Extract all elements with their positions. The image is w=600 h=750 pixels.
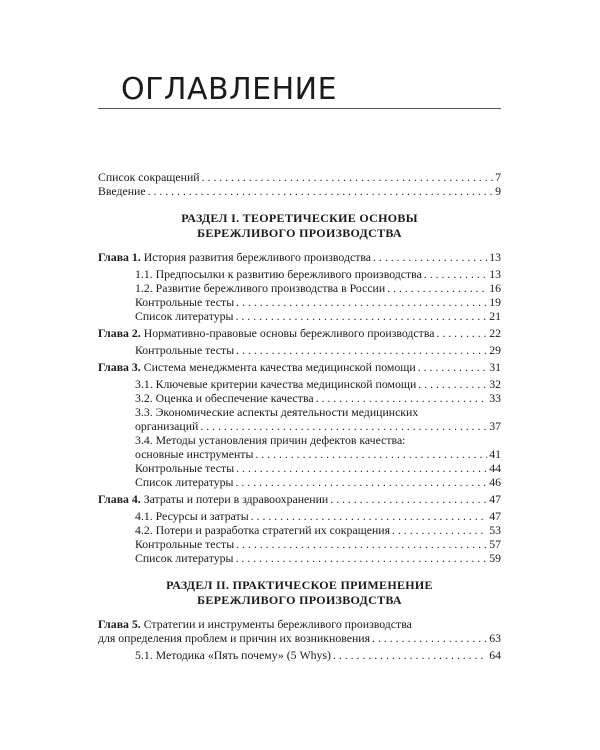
toc-entry-page: 33 — [489, 391, 501, 405]
toc-entry-page: 21 — [489, 309, 501, 323]
chapter-number: Глава 1. — [98, 250, 141, 264]
leader-dots — [236, 343, 487, 357]
section-heading-line: БЕРЕЖЛИВОГО ПРОИЗВОДСТВА — [197, 593, 402, 607]
toc-entry-label: организаций — [135, 419, 199, 433]
leader-dots — [373, 250, 487, 264]
leader-dots — [235, 551, 487, 565]
toc-entry-label: 3.2. Оценка и обеспечение качества — [135, 391, 314, 405]
leader-dots — [436, 326, 487, 340]
section-heading — [98, 211, 501, 241]
toc-chapter[interactable] — [98, 360, 501, 374]
chapter-number: Глава 3. — [98, 360, 141, 374]
toc-entry[interactable] — [98, 377, 501, 391]
toc-entry-page: 29 — [489, 343, 501, 357]
title-rule — [98, 108, 501, 109]
leader-dots — [392, 523, 487, 537]
leader-dots — [330, 492, 487, 506]
toc-entry[interactable] — [98, 184, 501, 198]
toc-entry-label: Список литературы — [135, 309, 234, 323]
leader-dots — [387, 281, 487, 295]
toc-entry[interactable] — [98, 461, 501, 475]
toc-entry-label: Список литературы — [135, 475, 234, 489]
toc-entry-page: 31 — [489, 360, 501, 374]
toc-chapter[interactable] — [98, 492, 501, 506]
section-heading — [98, 578, 501, 608]
toc-entry-page: 7 — [495, 170, 501, 184]
section-heading-line: БЕРЕЖЛИВОГО ПРОИЗВОДСТВА — [197, 226, 402, 240]
toc-entry-page: 64 — [489, 648, 501, 662]
chapter-number: Глава 4. — [98, 492, 141, 506]
chapter-title: Нормативно-правовые основы бережливого производства — [143, 326, 435, 340]
toc-entry-page: 19 — [489, 295, 501, 309]
toc-entry-page: 63 — [489, 631, 501, 645]
toc-entry-page: 47 — [489, 492, 501, 506]
leader-dots — [316, 391, 488, 405]
toc-entry-page: 16 — [489, 281, 501, 295]
toc-chapter[interactable] — [98, 250, 501, 264]
leader-dots — [418, 360, 488, 374]
toc-chapter[interactable] — [98, 326, 501, 340]
toc-entry[interactable] — [98, 523, 501, 537]
section-heading-line: РАЗДЕЛ II. ПРАКТИЧЕСКОЕ ПРИМЕНЕНИЕ — [166, 578, 433, 592]
toc-entry-label: 4.2. Потери и разработка стратегий их сокращения — [135, 523, 390, 537]
toc-entry[interactable] — [98, 475, 501, 489]
toc-entry-label: 5.1. Методика «Пять почему» (5 Whys) — [135, 648, 331, 662]
leader-dots — [148, 184, 494, 198]
toc-entry-page: 53 — [489, 523, 501, 537]
section-heading-line: РАЗДЕЛ I. ТЕОРЕТИЧЕСКИЕ ОСНОВЫ — [181, 211, 418, 225]
toc-entry-label: 1.2. Развитие бережливого производства в России — [135, 281, 386, 295]
toc-entry-label: 3.3. Экономические аспекты деятельности медицинских — [135, 405, 419, 419]
toc-entry[interactable] — [98, 267, 501, 281]
leader-dots — [236, 537, 487, 551]
toc-entry[interactable] — [98, 391, 501, 405]
toc-entry-page: 57 — [489, 537, 501, 551]
toc-entry-multiline[interactable] — [98, 405, 501, 433]
toc-entry-page: 22 — [489, 326, 501, 340]
toc-entry[interactable] — [98, 509, 501, 523]
toc-entry-page: 37 — [489, 419, 501, 433]
toc-entry-page: 13 — [489, 250, 501, 264]
chapter-number: Глава 5. — [98, 617, 141, 631]
toc-entry[interactable] — [98, 537, 501, 551]
toc-entry[interactable] — [98, 309, 501, 323]
leader-dots — [236, 295, 487, 309]
leader-dots — [236, 461, 487, 475]
leader-dots — [251, 509, 488, 523]
chapter-title: Затраты и потери в здравоохранении — [143, 492, 329, 506]
toc-entry-page: 47 — [489, 509, 501, 523]
toc-entry-page: 9 — [495, 184, 501, 198]
chapter-number: Глава 2. — [98, 326, 141, 340]
toc-entry-label: Контрольные тесты — [135, 537, 235, 551]
toc-entry-page: 32 — [489, 377, 501, 391]
toc-chapter-multiline[interactable] — [98, 617, 501, 645]
toc-entry-page: 13 — [489, 267, 501, 281]
leader-dots — [235, 309, 487, 323]
toc-entry-label: Контрольные тесты — [135, 461, 235, 475]
toc-entry[interactable] — [98, 648, 501, 662]
chapter-title: для определения проблем и причин их возникновения — [98, 631, 371, 645]
leader-dots — [255, 447, 487, 461]
toc-entry[interactable] — [98, 343, 501, 357]
toc-entry-label: 4.1. Ресурсы и затраты — [135, 509, 249, 523]
toc-entry[interactable] — [98, 170, 501, 184]
chapter-title: История развития бережливого производства — [143, 250, 372, 264]
leader-dots — [235, 475, 487, 489]
toc-entry-label: 3.1. Ключевые критерии качества медицинской помощи — [135, 377, 417, 391]
toc-entry[interactable] — [98, 551, 501, 565]
toc-entry-label: 3.4. Методы установления причин дефектов качества: — [135, 433, 406, 447]
toc-entry-multiline[interactable] — [98, 433, 501, 461]
toc-entry-page: 59 — [489, 551, 501, 565]
toc-entry-label: Контрольные тесты — [135, 343, 235, 357]
toc-entry[interactable] — [98, 295, 501, 309]
leader-dots — [372, 631, 487, 645]
toc-entry-page: 44 — [489, 461, 501, 475]
toc-entry-label: Введение — [98, 184, 146, 198]
table-of-contents — [98, 170, 501, 662]
leader-dots — [418, 377, 487, 391]
toc-entry-page: 41 — [489, 447, 501, 461]
page-title: ОГЛАВЛЕНИЕ — [121, 72, 338, 107]
toc-entry-label: Список литературы — [135, 551, 234, 565]
leader-dots — [202, 170, 494, 184]
chapter-title: Система менеджмента качества медицинской помощи — [143, 360, 416, 374]
toc-entry-label: Контрольные тесты — [135, 295, 235, 309]
chapter-title: Стратегии и инструменты бережливого производства — [143, 617, 412, 631]
toc-entry-label: 1.1. Предпосылки к развитию бережливого производства — [135, 267, 422, 281]
toc-entry-page: 46 — [489, 475, 501, 489]
toc-entry-label: Список сокращений — [98, 170, 200, 184]
toc-entry-label: основные инструменты — [135, 447, 254, 461]
toc-entry[interactable] — [98, 281, 501, 295]
leader-dots — [333, 648, 487, 662]
leader-dots — [200, 419, 487, 433]
leader-dots — [424, 267, 487, 281]
